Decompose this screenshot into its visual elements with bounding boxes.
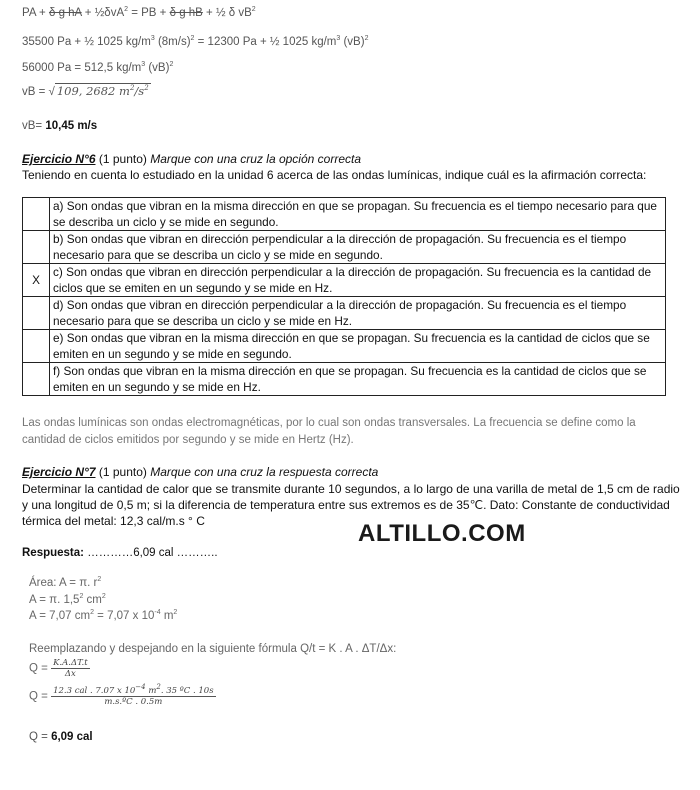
option-row-f [23, 363, 666, 396]
option-b-checkbox[interactable] [23, 231, 50, 264]
eq1-part: PA + [22, 7, 49, 19]
eq2-part: 35500 Pa + ½ 1025 kg/m [22, 36, 151, 48]
symbolic-fraction [51, 658, 90, 679]
eq1-struck-term-b: δ g hB [169, 7, 203, 19]
option-row-b [23, 231, 666, 264]
option-d-checkbox[interactable] [23, 297, 50, 330]
area-l2: A = π. 1,5 [29, 594, 80, 606]
option-c-text: c) Son ondas que vibran en dirección perpendicular a la dirección de propagación. Su frecuencia es la cantidad de ciclos que se emiten en un segundo y se mide en Hz. [50, 264, 666, 297]
result-value: 6,09 cal [51, 731, 93, 743]
eq4-tail: /s [134, 84, 145, 98]
eq1-part: = PB + [128, 7, 170, 19]
eq5-prefix: vB= [22, 120, 46, 132]
area-result-line: A = 7,07 $cm^2 = 7,07$ x $10^{-4}$ $m^2$ [29, 609, 178, 622]
formula-numeric [29, 683, 216, 707]
area-l3-sup: -4 [154, 609, 161, 617]
option-a-text: a) Son ondas que vibran en la misma dirección en que se propagan. Su frecuencia es el tiempo necesario para que se describa un ciclo y se mide en segundo. [50, 198, 666, 231]
area-l3-unit: m [160, 610, 174, 622]
substitution-equation: 35500 Pa + ½ 1025 $kg/m^3$ $(8m/s)^2 = 12300$ Pa + ½ 1025 $kg/m^3$ (vB)$^2$ [22, 35, 369, 48]
symbolic-numerator: K.A.ΔT.t [53, 658, 88, 668]
option-b-text: b) Son ondas que vibran en dirección perpendicular a la dirección de propagación. Su frecuencia es el tiempo necesario para que se describa un ciclo y se mide en segundo. [50, 231, 666, 264]
eq1-struck-term-a: δ g hA [48, 7, 82, 19]
option-row-e [23, 330, 666, 363]
area-l1-sup: 2 [97, 576, 102, 584]
eq2-part: (vB) [340, 36, 365, 48]
q-prefix: Q = [29, 662, 52, 675]
area-l2-unit: cm [83, 594, 102, 606]
ejercicio-7-title: Ejercicio N°7 [22, 465, 96, 479]
answer-label: Respuesta: [22, 547, 84, 559]
eq1-part: + ½ δ vB [202, 7, 252, 19]
bernoulli-equation: PA + δ g hA + ½δvA$^2$ = PB + δ g hB + ½ δ $vB^2$ [22, 6, 256, 19]
ejercicio-7-question: Determinar la cantidad de calor que se transmite durante 10 segundos, a lo largo de una varilla de metal de 1,5 cm de radio y una longitud de 0,5 m; si la diferencia de temperatura entre sus extremos es de 35℃. Dato: Constante de conductividad térmica del metal: 12,3 cal/m.s ° C [22, 482, 680, 528]
q-prefix: Q = [29, 690, 52, 703]
altillo-logo: ALTILLO.COM [358, 520, 526, 547]
option-e-text: e) Son ondas que vibran en la misma dirección en que se propagan. Su frecuencia es la cantidad de ciclos que se emiten en un segundo y se mide en segundo. [50, 330, 666, 363]
area-l3: A = 7,07 cm [29, 610, 91, 622]
option-c-checkbox[interactable]: X [23, 264, 50, 297]
numeric-denominator: m.s.ºC . 0.5m [104, 697, 163, 707]
numeric-numerator: 12.3 cal . 7.07 x 10 [53, 686, 136, 696]
option-row-c [23, 264, 666, 297]
velocity-root-equation: vB = √ 109, 2682 $m^2/s^2$ [22, 84, 149, 98]
eq2-part: = 12300 Pa + ½ 1025 kg/m [194, 36, 337, 48]
eq2-part: (8m/s) [154, 36, 191, 48]
ejercicio-7-points: (1 punto) [98, 465, 147, 479]
eq3-part: 56000 Pa = 512,5 kg/m [22, 62, 142, 74]
ejercicio-7-heading [22, 465, 378, 479]
area-formula-line [29, 577, 101, 589]
numeric-exponent: −4 [135, 683, 146, 692]
eq3-part: (vB) [145, 62, 170, 74]
eq5-value: 10,45 m/s [45, 120, 98, 132]
numeric-numerator-tail: . 35 ºC . 10s [160, 686, 214, 696]
ejercicio-7-instruction: Marque con una cruz la respuesta correcta [150, 465, 379, 479]
sqrt-symbol: √ [48, 86, 55, 98]
numeric-fraction: $\frac{12.3 cal . 7.07 x 10^{-4} m^2. 35 ºC . 10s}{\text{m.s.ºC . 0.5m}}$ [53, 683, 214, 707]
ejercicio-6-title: Ejercicio N°6 [22, 152, 96, 166]
formula-symbolic [29, 658, 90, 679]
eq4-radicand: 109, 2682 m [56, 84, 130, 98]
velocity-result [22, 120, 97, 132]
ejercicio-6-question: Teniendo en cuenta lo estudiado en la unidad 6 acerca de las ondas lumínicas, indique cuál es la afirmación correcta: [22, 168, 647, 182]
eq1-part: + ½δvA [81, 7, 125, 19]
ejercicio-6-heading [22, 152, 361, 166]
ejercicio-6-points: (1 punto) [98, 152, 147, 166]
area-l3-b: = 7,07 x 10 [93, 610, 155, 622]
option-f-checkbox[interactable] [23, 363, 50, 396]
symbolic-denominator: Δx [64, 669, 76, 679]
eq4-prefix: vB = [22, 86, 49, 98]
option-row-a [23, 198, 666, 231]
option-d-text: d) Son ondas que vibran en dirección perpendicular a la dirección de propagación. Su frecuencia es el tiempo necesario para que se describa un ciclo y se mide en Hz. [50, 297, 666, 330]
option-e-checkbox[interactable] [23, 330, 50, 363]
option-a-checkbox[interactable] [23, 198, 50, 231]
options-table [22, 197, 666, 396]
ejercicio-6-instruction: Marque con una cruz la opción correcta [150, 152, 361, 166]
simplified-equation: 56000 Pa = 512,5 $kg/m^3$ (vB)$^2$ [22, 61, 174, 74]
answer-line [22, 547, 218, 559]
option-row-d [23, 297, 666, 330]
area-substitution-line: A = π. $1,5^2$ $cm^2$ [29, 593, 106, 606]
option-f-text: f) Son ondas que vibran en la misma dirección en que se propagan. Su frecuencia es la cantidad de ciclos que se emiten en un segundo y se mide en Hz. [50, 363, 666, 396]
area-l2-sup: 2 [79, 593, 84, 601]
numeric-unit: m [145, 686, 157, 696]
area-l1: Área: A = π. r [29, 577, 98, 589]
answer-value: …………6,09 cal ……….. [84, 547, 218, 559]
ejercicio-6-explanation: Las ondas lumínicas son ondas electromagnéticas, por lo cual son ondas transversales. La frecuencia se define como la cantidad de ciclos emitidos por segundo y se mide en Hertz (Hz). [22, 417, 636, 446]
result-prefix: Q = [29, 731, 52, 743]
formula-intro: Reemplazando y despejando en la siguiente fórmula Q/t = K . A . ΔT/Δx: [29, 643, 397, 655]
final-result [29, 731, 93, 743]
